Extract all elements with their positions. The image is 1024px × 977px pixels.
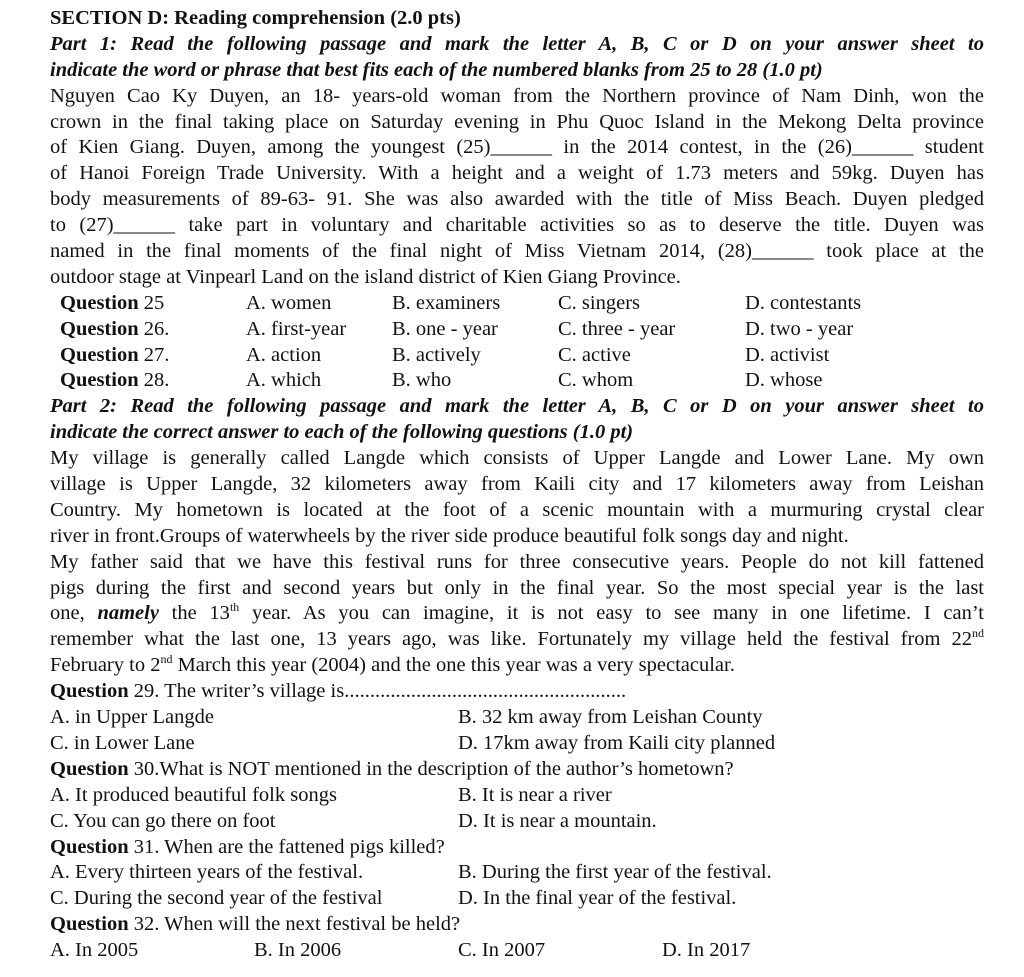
part1-instruction-line1: Part 1: Read the following passage and mark the letter A, B, C or D on your answer sheet to [50, 32, 984, 55]
option-a: A. Every thirteen years of the festival. [50, 861, 364, 884]
option-d: D. In the final year of the festival. [458, 887, 737, 910]
option-d: D. It is near a mountain. [458, 809, 657, 832]
option-b: B. It is near a river [458, 783, 612, 806]
question-row-28 [50, 368, 984, 394]
option-d: D. contestants [745, 291, 862, 314]
option-b: B. one - year [392, 317, 498, 340]
passage-line: village is Upper Langde, 32 kilometers away from Kaili city and 17 kilometers away from Leishan [50, 473, 984, 496]
question-31-options-row2 [50, 886, 984, 912]
option-c: C. in Lower Lane [50, 731, 195, 754]
question-29-options-row2 [50, 731, 984, 757]
passage-line: one, namely the 13th year. As you can imagine, it is not easy to see many in one lifetime. I can’t [50, 600, 984, 625]
question-31-stem: Question 31. When are the fattened pigs killed? [50, 835, 445, 858]
option-c: C. whom [558, 369, 634, 392]
question-29-stem: Question 29. The writer’s village is....................................................... [50, 680, 627, 703]
option-c: C. You can go there on foot [50, 809, 276, 832]
question-row-26 [50, 317, 984, 343]
passage-line: of Kien Giang. Duyen, among the youngest (25)______ in the 2014 contest, in the (26)______ student [50, 136, 984, 159]
question-label: Question 28. [60, 369, 170, 392]
question-30-options-row2 [50, 809, 984, 835]
part1-instruction-line2: indicate the word or phrase that best fits each of the numbered blanks from 25 to 28 (1.0 pt) [50, 58, 823, 81]
option-a: A. In 2005 [50, 939, 139, 962]
question-row-27 [50, 343, 984, 369]
question-30-stem: Question 30.What is NOT mentioned in the description of the author’s hometown? [50, 757, 734, 780]
option-a: A. which [246, 369, 322, 392]
option-a: A. action [246, 343, 322, 366]
option-b: B. In 2006 [254, 939, 342, 962]
passage-line: named in the final moments of the final night of Miss Vietnam 2014, (28)______ took place at the [50, 240, 984, 263]
question-32-stem: Question 32. When will the next festival be held? [50, 913, 461, 936]
option-b: B. 32 km away from Leishan County [458, 706, 763, 729]
option-a: A. first-year [246, 317, 347, 340]
option-a: A. in Upper Langde [50, 706, 214, 729]
option-c: C. active [558, 343, 631, 366]
option-d: D. two - year [745, 317, 854, 340]
option-a: A. women [246, 291, 332, 314]
passage-line: outdoor stage at Vinpearl Land on the island district of Kien Giang Province. [50, 265, 681, 288]
option-b: B. examiners [392, 291, 501, 314]
option-d: D. whose [745, 369, 823, 392]
part2-instruction-line1: Part 2: Read the following passage and mark the letter A, B, C or D on your answer sheet to [50, 395, 984, 418]
passage-line: Nguyen Cao Ky Duyen, an 18- years-old woman from the Northern province of Nam Dinh, won the [50, 84, 984, 107]
passage-line: My father said that we have this festival runs for three consecutive years. People do not kill fattened [50, 550, 984, 573]
part1-questions [50, 291, 984, 395]
option-b: B. During the first year of the festival. [458, 861, 772, 884]
passage-line: remember what the last one, 13 years ago, was like. Fortunately my village held the festival from 22nd [50, 626, 984, 651]
passage-line: river in front.Groups of waterwheels by the river side produce beautiful folk songs day and night. [50, 524, 849, 547]
option-d: D. 17km away from Kaili city planned [458, 731, 776, 754]
passage-line: body measurements of 89-63- 91. She was also awarded with the title of Miss Beach. Duyen pledged [50, 188, 984, 211]
question-row-25 [50, 291, 984, 317]
question-31-options-row1 [50, 860, 984, 886]
question-32-options-row [50, 938, 984, 964]
passage-line: crown in the final taking place on Saturday evening in Phu Quoc Island in the Mekong Delta province [50, 110, 984, 133]
option-c: C. three - year [558, 317, 676, 340]
option-b: B. actively [392, 343, 481, 366]
passage-line: February to 2nd March this year (2004) and the one this year was a very spectacular. [50, 652, 735, 677]
document-page [50, 6, 984, 964]
question-label: Question 26. [60, 317, 170, 340]
part2-instruction-line2: indicate the correct answer to each of the following questions (1.0 pt) [50, 421, 634, 444]
part1-passage [50, 84, 984, 291]
part2-passage [50, 446, 984, 679]
question-label: Question 27. [60, 343, 170, 366]
option-c: C. singers [558, 291, 640, 314]
question-label: Question 25 [60, 291, 165, 314]
option-a: A. It produced beautiful folk songs [50, 783, 337, 806]
passage-line: of Hanoi Foreign Trade University. With a height and a weight of 1.73 meters and 59kg. Duyen has [50, 162, 984, 185]
option-d: D. activist [745, 343, 830, 366]
passage-line: Country. My hometown is located at the foot of a scenic mountain with a murmuring crystal clear [50, 498, 984, 521]
question-29-options-row1 [50, 705, 984, 731]
passage-line: My village is generally called Langde which consists of Upper Langde and Lower Lane. My own [50, 447, 984, 470]
section-title: SECTION D: Reading comprehension (2.0 pts) [50, 7, 461, 29]
option-c: C. In 2007 [458, 939, 546, 962]
option-b: B. who [392, 369, 452, 392]
passage-line: pigs during the first and second years but only in the final year. So the most special year is the last [50, 576, 984, 599]
option-d: D. In 2017 [662, 939, 751, 962]
question-30-options-row1 [50, 783, 984, 809]
passage-line: to (27)______ take part in voluntary and charitable activities so as to deserve the title. Duyen was [50, 214, 984, 237]
option-c: C. During the second year of the festival [50, 887, 383, 910]
